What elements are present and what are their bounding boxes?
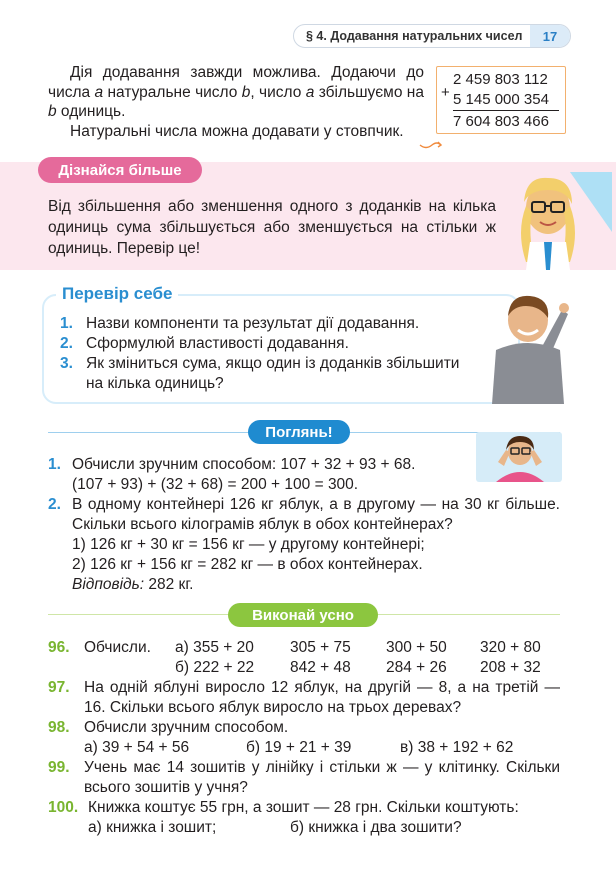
oral-tag: Виконай усно bbox=[228, 603, 378, 627]
sum-line bbox=[453, 110, 559, 111]
exercise-98-a: а) 39 + 54 + 56 bbox=[84, 739, 190, 756]
page-number: 17 bbox=[530, 25, 570, 47]
exercise-99: 99. Учень має 14 зошитів у лінійку і стільки ж — у клітинку. Скільки всього зошитів у учня? bbox=[48, 759, 560, 796]
example-1-solution: (107 + 93) + (32 + 68) = 200 + 100 = 300. bbox=[72, 476, 359, 493]
intro-text bbox=[48, 63, 424, 141]
exercise-96-a3: 300 + 50 bbox=[386, 639, 447, 656]
column-addition-box bbox=[436, 66, 566, 134]
exercise-96-a2: 305 + 75 bbox=[290, 639, 351, 656]
exercise-98: 98. Обчисли зручним способом. а) 39 + 54 + 56 б) 19 + 21 + 39 в) 38 + 192 + 62 bbox=[48, 718, 560, 758]
exercise-100: 100. Книжка коштує 55 грн, а зошит — 28 грн. Скільки коштують: а) книжка і зошит; б) книжка і два зошити? bbox=[48, 798, 560, 838]
example-2-task: В одному контейнері 126 кг яблук, а в другому — на 30 кг більше. Скільки всього кілограмів яблук в обох контейнерах? bbox=[72, 496, 560, 533]
boy-pointing-illustration bbox=[478, 290, 570, 404]
example-2-step-1: 1) 126 кг + 30 кг = 156 кг — у другому контейнері; bbox=[72, 536, 425, 553]
addend-1: 2 459 803 112 bbox=[453, 71, 548, 88]
check-yourself-box bbox=[42, 294, 520, 404]
sum-result: 7 604 803 466 bbox=[453, 113, 549, 130]
example-2-step-2: 2) 126 кг + 156 кг = 282 кг — в обох контейнерах. bbox=[72, 556, 423, 573]
exercise-97-text: На одній яблуні виросло 12 яблук, на другій — 8, а на третій — 16. Скільки всього яблук виросло на трьох деревах? bbox=[84, 679, 560, 716]
exercise-96-b3: 284 + 26 bbox=[386, 659, 447, 676]
exercise-96-b1: б) 222 + 22 bbox=[175, 659, 255, 676]
intro-paragraph-1: Дія додавання завжди можлива. Додаючи до числа a натуральне число b, число a збільшуємо на b одиниць. bbox=[48, 64, 424, 120]
learn-more-text: Від збільшення або зменшення одного з доданків на кілька одиниць сума збільшується або зменшується на стільки ж одиниць. Перевір це! bbox=[48, 198, 496, 257]
exercise-96-b4: 208 + 32 bbox=[480, 659, 541, 676]
exercise-96-a1: а) 355 + 20 bbox=[175, 639, 254, 656]
running-header bbox=[293, 24, 571, 48]
section-title: § 4. Додавання натуральних чисел bbox=[306, 29, 523, 43]
look-examples bbox=[48, 455, 560, 595]
girl-with-glasses-illustration bbox=[500, 172, 612, 270]
example-2-answer: Відповідь: 282 кг. bbox=[72, 576, 194, 593]
look-example-2: 2. В одному контейнері 126 кг яблук, а в другому — на 30 кг більше. Скільки всього кілограмів яблук в обох контейнерах? bbox=[48, 496, 560, 533]
exercise-100-b: б) книжка і два зошити? bbox=[290, 819, 462, 836]
look-tag: Поглянь! bbox=[248, 420, 350, 444]
exercise-98-b: б) 19 + 21 + 39 bbox=[246, 739, 352, 756]
addend-2: 5 145 000 354 bbox=[453, 91, 549, 108]
look-example-1: 1. Обчисли зручним способом: 107 + 32 + 93 + 68. (107 + 93) + (32 + 68) = 200 + 100 = 300. bbox=[48, 455, 560, 495]
exercise-96-b2: 842 + 48 bbox=[290, 659, 351, 676]
example-1-task: Обчисли зручним способом: 107 + 32 + 93 + 68. bbox=[72, 456, 416, 473]
curl-decoration-icon bbox=[418, 138, 444, 152]
plus-sign: + bbox=[441, 84, 450, 101]
exercise-97: 97. На одній яблуні виросло 12 яблук, на другій — 8, а на третій — 16. Скільки всього яблук виросло на трьох деревах? bbox=[48, 679, 560, 716]
list-item: 1. Назви компоненти та результат дії додавання. bbox=[60, 315, 420, 332]
intro-paragraph-2: Натуральні числа можна додавати у стовпчик. bbox=[70, 122, 404, 140]
learn-more-tag: Дізнайся більше bbox=[38, 157, 202, 183]
exercise-99-text: Учень має 14 зошитів у лінійку і стільки ж — у клітинку. Скільки всього зошитів у учня? bbox=[84, 759, 560, 796]
check-yourself-tag: Перевір себе bbox=[56, 284, 178, 304]
exercise-96-label: Обчисли. bbox=[84, 639, 151, 656]
exercise-98-c: в) 38 + 192 + 62 bbox=[400, 739, 514, 756]
exercise-100-text: Книжка коштує 55 грн, а зошит — 28 грн. Скільки коштують: bbox=[88, 799, 519, 816]
list-item: 3. Як зміниться сума, якщо один із доданків збільшити на кілька одиниць? bbox=[60, 355, 460, 392]
exercise-96-a4: 320 + 80 bbox=[480, 639, 541, 656]
list-item: 2. Сформулюй властивості додавання. bbox=[60, 335, 349, 352]
exercise-98-text: Обчисли зручним способом. bbox=[84, 719, 289, 736]
exercise-96: 96. Обчисли. а) 355 + 20 305 + 75 300 + 50 320 + 80 б) 222 + 22 842 + 48 284 + 26 208 + 32 bbox=[48, 639, 541, 676]
exercise-100-a: а) книжка і зошит; bbox=[88, 819, 217, 836]
check-yourself-list bbox=[60, 314, 460, 394]
